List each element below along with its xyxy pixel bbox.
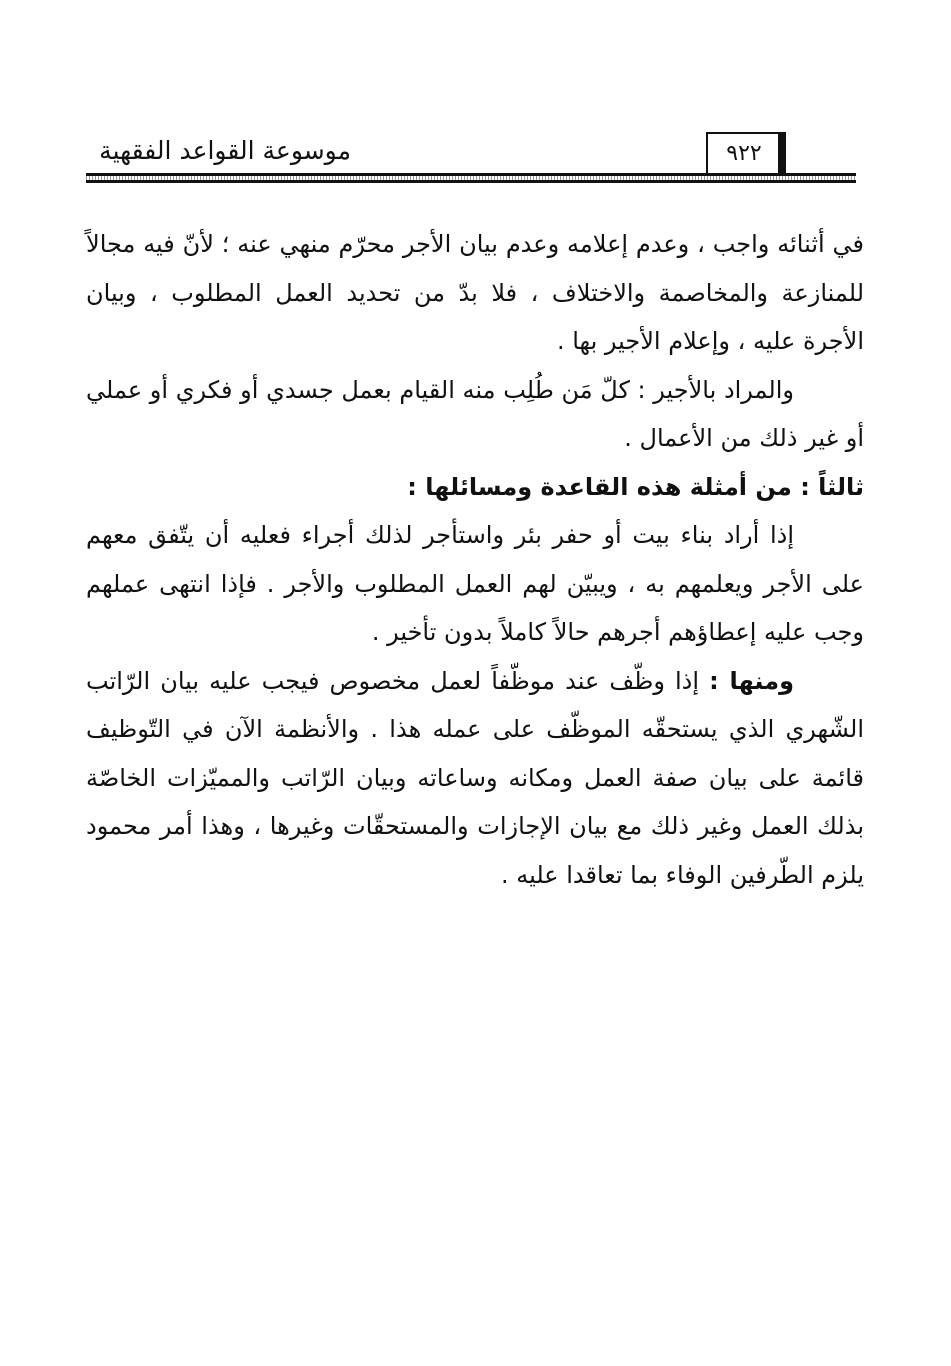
paragraph-4	[86, 657, 864, 900]
running-title: موسوعة القواعد الفقهية	[99, 136, 351, 165]
page-number: ٩٢٢	[706, 132, 782, 174]
paragraph-2: والمراد بالأجير : كلّ مَن طُلِب منه القيام بعمل جسدي أو فكري أو عملي أو غير ذلك من الأعمال .	[86, 375, 864, 452]
page-body	[86, 220, 864, 899]
header-rule	[86, 173, 856, 183]
paragraph-4-lead: ومنها :	[709, 666, 794, 695]
section-heading: ثالثاً : من أمثلة هذه القاعدة ومسائلها :	[407, 472, 864, 501]
paragraph-4-text: إذا وظّف عند موظّفاً لعمل مخصوص فيجب عليه بيان الرّاتب الشّهري الذي يستحقّه الموظّف على عمله هذا . والأنظمة الآن في التّوظيف قائمة على بيان صفة العمل ومكانه وساعاته وبيان الرّاتب والمميّزات الخاصّة بذلك العمل وغير ذلك مع بيان الإجازات والمستحقّات وغيرها ، وهذا أمر محمود يلزم الطّرفين الوفاء بما تعاقدا عليه .	[86, 666, 864, 889]
paragraph-1: في أثنائه واجب ، وعدم إعلامه وعدم بيان الأجر محرّم منهي عنه ؛ لأنّ فيه مجالاً للمنازعة والمخاصمة والاختلاف ، فلا بدّ من تحديد العمل المطلوب ، وبيان الأجرة عليه ، وإعلام الأجير بها .	[86, 230, 864, 355]
page-header	[86, 132, 856, 192]
paragraph-3: إذا أراد بناء بيت أو حفر بئر واستأجر لذلك أجراء فعليه أن يتّفق معهم على الأجر ويعلمهم به ، ويبيّن لهم العمل المطلوب والأجر . فإذا انتهى عملهم وجب عليه إعطاؤهم أجرهم حالاً كاملاً بدون تأخير .	[86, 521, 864, 646]
page-number-bar	[778, 132, 786, 178]
